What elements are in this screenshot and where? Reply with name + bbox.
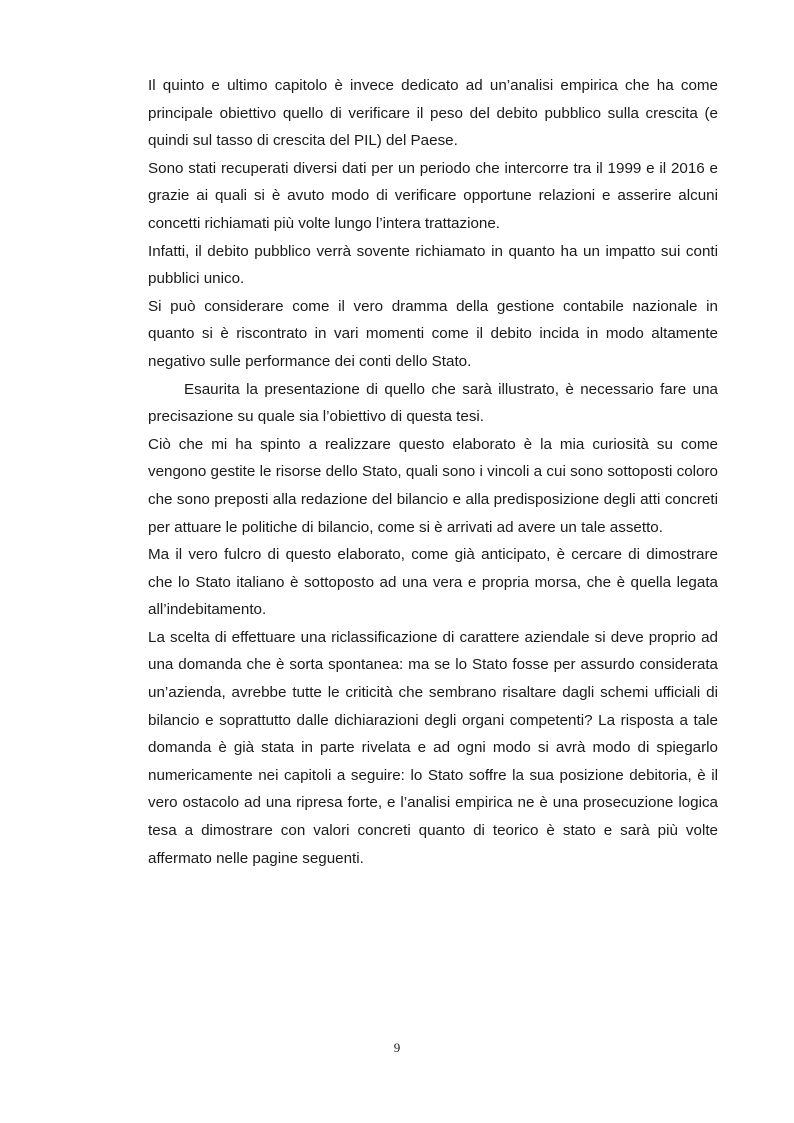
page-number: 9	[393, 1040, 401, 1055]
paragraph-data-period: Sono stati recuperati diversi dati per un periodo che intercorre tra il 1999 e il 2016 e grazie ai quali si è avuto modo di verificare opportune relazioni e asserire alcuni concetti richiamati più volte lungo l’intera trattazione.	[148, 159, 718, 232]
paragraph-reclassification: La scelta di effettuare una riclassificazione di carattere aziendale si deve proprio ad una domanda che è sorta spontanea: ma se lo Stato fosse per assurdo considerata un’azienda, avrebbe tutte le criticità che sembrano risaltare dagli schemi ufficiali di bilancio e soprattutto dalle dichiarazioni degli organi competenti? La risposta a tale domanda è già stata in parte rivelata e ad ogni modo si avrà modo di spiegarlo numericamente nei capitoli a seguire: lo Stato soffre la sua posizione debitoria, è il vero ostacolo ad una ripresa forte, e l’analisi empirica ne è una prosecuzione logica tesa a dimostrare con valori concreti quanto di teorico è stato e sarà più volte affermato nelle pagine seguenti.	[148, 628, 718, 867]
paragraph-public-debt-impact: Infatti, il debito pubblico verrà sovente richiamato in quanto ha un impatto sui conti pubblici unico.	[148, 242, 718, 288]
paragraph-core-focus: Ma il vero fulcro di questo elaborato, come già anticipato, è cercare di dimostrare che lo Stato italiano è sottoposto ad una vera e propria morsa, che è quella legata all’indebitamento.	[148, 546, 718, 619]
paragraph-fifth-chapter: Il quinto e ultimo capitolo è invece dedicato ad un’analisi empirica che ha come principale obiettivo quello di verificare il peso del debito pubblico sulla crescita (e quindi sul tasso di crescita del PIL) del Paese.	[148, 77, 718, 150]
paragraph-accounting-drama: Si può considerare come il vero dramma della gestione contabile nazionale in quanto si è riscontrato in vari momenti come il debito incida in modo altamente negativo sulle performance dei conti dello Stato.	[148, 297, 718, 370]
paragraph-motivation: Ciò che mi ha spinto a realizzare questo elaborato è la mia curiosità su come vengono gestite le risorse dello Stato, quali sono i vincoli a cui sono sottoposti coloro che sono preposti alla redazione del bilancio e alla predisposizione degli atti concreti per attuare le politiche di bilancio, come si è arrivati ad avere un tale assetto.	[148, 435, 718, 536]
paragraph-thesis-objective: Esaurita la presentazione di quello che sarà illustrato, è necessario fare una precisazione su quale sia l’obiettivo di questa tesi.	[148, 380, 718, 426]
document-body	[148, 72, 718, 872]
